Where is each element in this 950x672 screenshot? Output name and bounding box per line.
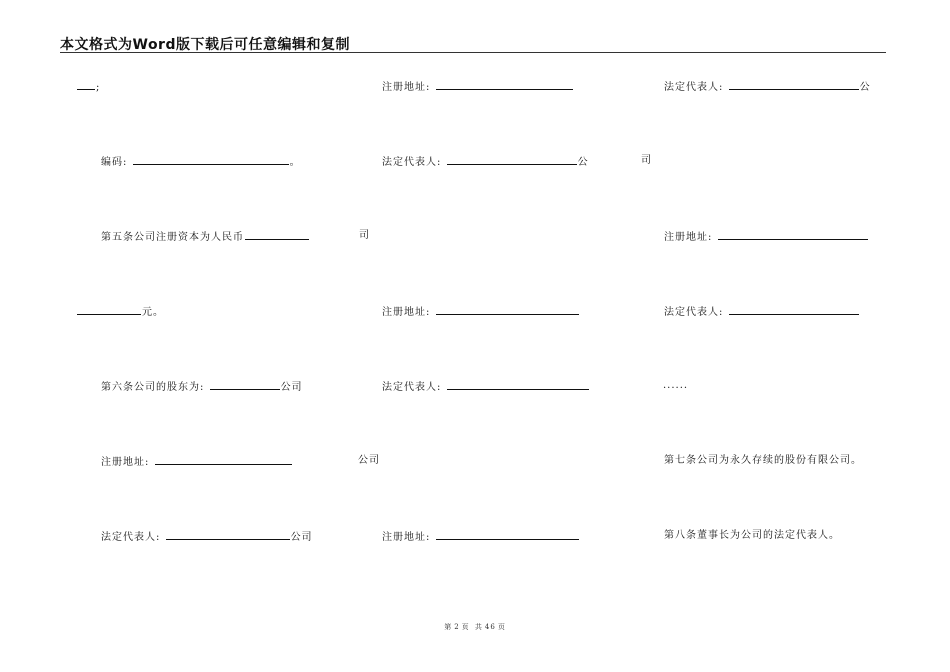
reg-address-line-c2-3: [382, 530, 580, 544]
legal-rep-blank: [447, 155, 577, 165]
code-blank: [133, 155, 289, 165]
article-5-text: 第五条公司注册资本为人民币: [101, 232, 244, 243]
capital-blank: [245, 230, 309, 240]
shareholder-blank: [210, 380, 280, 390]
company-text: 公司: [290, 532, 313, 543]
header-title: 本文格式为Word版下载后可任意编辑和复制: [60, 37, 350, 53]
reg-address-label: 注册地址:: [101, 457, 150, 468]
si-char: 司: [359, 230, 370, 241]
legal-rep-line-c1: [101, 530, 313, 544]
page-number: 2: [454, 623, 460, 631]
period: 。: [289, 157, 301, 168]
company-text: 公司: [358, 455, 380, 466]
legal-rep-line-c2-2: [382, 380, 590, 394]
gong-char: 公: [577, 157, 589, 168]
reg-address-blank: [718, 230, 868, 240]
legal-rep-blank: [447, 380, 589, 390]
reg-address-label: 注册地址:: [382, 532, 431, 543]
yuan-text: 元。: [142, 307, 164, 318]
reg-address-label: 注册地址:: [664, 232, 713, 243]
reg-address-label: 注册地址:: [382, 82, 431, 93]
reg-address-line-c1: [101, 455, 293, 469]
legal-rep-label: 法定代表人:: [382, 382, 442, 393]
reg-address-line-c3: [664, 230, 869, 244]
legal-rep-label: 法定代表人:: [382, 157, 442, 168]
semicolon: ;: [96, 82, 101, 93]
article-7-text: 第七条公司为永久存续的股份有限公司。: [664, 455, 862, 466]
underline-blank: [77, 80, 95, 90]
footer-ye2: 页: [497, 623, 506, 631]
code-label: 编码:: [101, 157, 128, 168]
total-pages: 46: [484, 623, 496, 631]
footer-ye: 页: [461, 623, 470, 631]
si-char: 司: [641, 155, 652, 166]
page-footer: [0, 622, 950, 632]
footer-gong: 共: [474, 623, 483, 631]
legal-rep-line-c3-2: [664, 305, 860, 319]
article-5-line: [101, 230, 310, 244]
blank-line-1: [76, 80, 100, 94]
reg-address-line-c2-2: [382, 305, 580, 319]
legal-rep-label: 法定代表人:: [664, 82, 724, 93]
page-header: [60, 35, 886, 53]
reg-address-blank: [436, 530, 579, 540]
article-8-text: 第八条董事长为公司的法定代表人。: [664, 530, 840, 541]
legal-rep-blank: [729, 80, 859, 90]
legal-rep-label: 法定代表人:: [664, 307, 724, 318]
gong-char: 公: [859, 82, 871, 93]
article-6-text: 第六条公司的股东为:: [101, 382, 205, 393]
code-line: [101, 155, 301, 169]
legal-rep-blank: [166, 530, 290, 540]
legal-rep-blank: [729, 305, 859, 315]
legal-rep-line-c2-1: [382, 155, 589, 169]
amount-blank: [77, 305, 141, 315]
footer-di: 第: [444, 623, 453, 631]
legal-rep-line-c3-1: [664, 80, 871, 94]
legal-rep-label: 法定代表人:: [101, 532, 161, 543]
ellipsis: ......: [663, 380, 689, 391]
company-text: 公司: [280, 382, 303, 393]
reg-address-line-c2-1: [382, 80, 574, 94]
yuan-line: [76, 305, 164, 319]
reg-address-label: 注册地址:: [382, 307, 431, 318]
reg-address-blank: [155, 455, 292, 465]
reg-address-blank: [436, 305, 579, 315]
reg-address-blank: [436, 80, 573, 90]
article-6-line: [101, 380, 303, 394]
